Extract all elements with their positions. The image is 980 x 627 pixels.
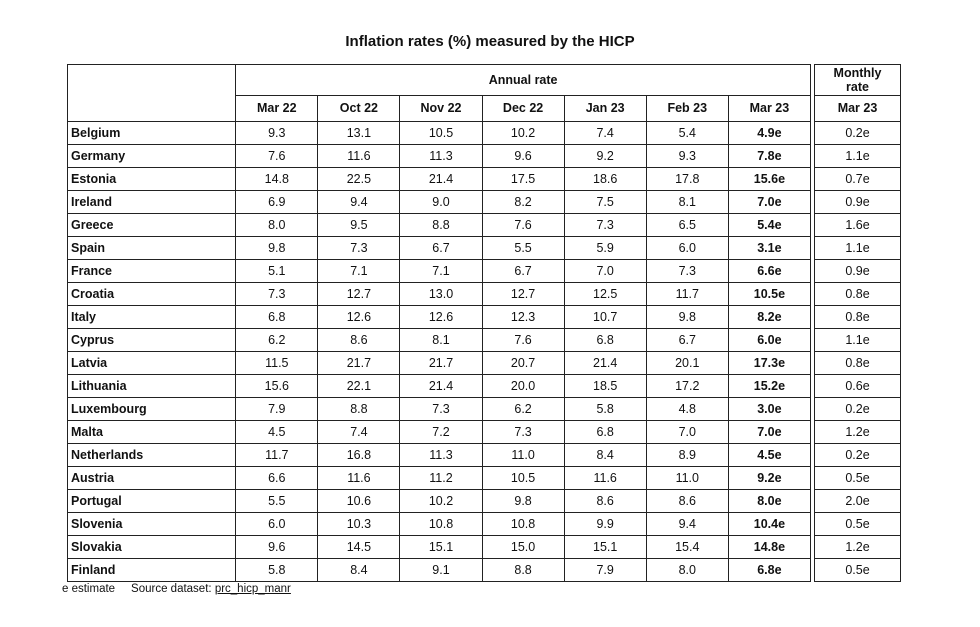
annual-rate-value: 9.6 <box>236 536 318 559</box>
annual-rate-value: 9.8 <box>482 490 564 513</box>
annual-rate-value: 4.9e <box>728 122 810 145</box>
country-name: Malta <box>68 421 236 444</box>
annual-rate-value: 10.7 <box>564 306 646 329</box>
annual-rate-value: 6.2 <box>482 398 564 421</box>
annual-rate-value: 6.8e <box>728 559 810 582</box>
monthly-month-header: Mar 23 <box>815 96 901 122</box>
annual-rate-value: 18.5 <box>564 375 646 398</box>
annual-rate-value: 11.2 <box>400 467 482 490</box>
country-name: Latvia <box>68 352 236 375</box>
annual-rate-value: 17.2 <box>646 375 728 398</box>
annual-rate-value: 7.6 <box>482 329 564 352</box>
table-row <box>68 444 811 467</box>
annual-rate-value: 18.6 <box>564 168 646 191</box>
annual-rate-value: 7.9 <box>236 398 318 421</box>
table-row <box>68 536 811 559</box>
annual-rate-value: 7.3 <box>318 237 400 260</box>
annual-rate-value: 6.2 <box>236 329 318 352</box>
monthly-row <box>815 191 901 214</box>
annual-rate-value: 3.0e <box>728 398 810 421</box>
table-row <box>68 306 811 329</box>
annual-rate-value: 8.1 <box>646 191 728 214</box>
annual-rate-value: 12.6 <box>400 306 482 329</box>
annual-rate-value: 22.1 <box>318 375 400 398</box>
month-header: Jan 23 <box>564 96 646 122</box>
monthly-rate-value: 0.6e <box>815 375 901 398</box>
monthly-row <box>815 536 901 559</box>
annual-rate-value: 7.8e <box>728 145 810 168</box>
annual-rate-value: 5.4 <box>646 122 728 145</box>
table-row <box>68 168 811 191</box>
annual-rate-value: 7.0 <box>564 260 646 283</box>
annual-rate-value: 5.5 <box>236 490 318 513</box>
country-name: Luxembourg <box>68 398 236 421</box>
annual-rate-value: 16.8 <box>318 444 400 467</box>
footer-source-label: Source dataset: <box>131 583 212 595</box>
monthly-row <box>815 421 901 444</box>
annual-rate-value: 8.6 <box>646 490 728 513</box>
annual-rate-value: 14.8 <box>236 168 318 191</box>
country-name: Greece <box>68 214 236 237</box>
table-row <box>68 513 811 536</box>
monthly-rate-value: 1.6e <box>815 214 901 237</box>
annual-rate-value: 6.6 <box>236 467 318 490</box>
monthly-rate-value: 1.2e <box>815 536 901 559</box>
monthly-rate-value: 1.2e <box>815 421 901 444</box>
month-header: Oct 22 <box>318 96 400 122</box>
monthly-header-line2: rate <box>846 80 869 94</box>
table-row <box>68 191 811 214</box>
annual-rate-value: 20.0 <box>482 375 564 398</box>
monthly-rate-value: 1.1e <box>815 237 901 260</box>
table-row <box>68 237 811 260</box>
annual-rate-value: 10.3 <box>318 513 400 536</box>
month-header: Feb 23 <box>646 96 728 122</box>
annual-rate-value: 11.7 <box>646 283 728 306</box>
monthly-row <box>815 122 901 145</box>
annual-rate-value: 7.3 <box>564 214 646 237</box>
monthly-rate-value: 0.7e <box>815 168 901 191</box>
monthly-rate-value: 0.8e <box>815 306 901 329</box>
annual-rate-value: 7.9 <box>564 559 646 582</box>
annual-rate-value: 5.8 <box>564 398 646 421</box>
annual-rate-value: 13.1 <box>318 122 400 145</box>
annual-rate-value: 9.9 <box>564 513 646 536</box>
annual-rate-value: 9.2e <box>728 467 810 490</box>
annual-rate-value: 6.7 <box>400 237 482 260</box>
monthly-rate-header <box>815 65 901 96</box>
table-row <box>68 352 811 375</box>
monthly-row <box>815 145 901 168</box>
annual-rate-value: 5.4e <box>728 214 810 237</box>
annual-rate-value: 8.4 <box>564 444 646 467</box>
annual-rate-value: 20.7 <box>482 352 564 375</box>
annual-rate-value: 6.7 <box>482 260 564 283</box>
annual-rate-value: 8.0e <box>728 490 810 513</box>
monthly-rate-value: 0.5e <box>815 467 901 490</box>
annual-rate-table <box>67 64 811 582</box>
footer-note: e estimate <box>62 583 116 595</box>
annual-rate-value: 6.6e <box>728 260 810 283</box>
annual-rate-value: 15.6e <box>728 168 810 191</box>
table-row <box>68 329 811 352</box>
annual-rate-value: 10.5 <box>482 467 564 490</box>
annual-rate-value: 11.0 <box>646 467 728 490</box>
annual-rate-value: 12.3 <box>482 306 564 329</box>
page-title: Inflation rates (%) measured by the HICP <box>345 33 635 50</box>
monthly-rate-value: 1.1e <box>815 145 901 168</box>
annual-rate-value: 10.2 <box>482 122 564 145</box>
annual-rate-value: 21.4 <box>564 352 646 375</box>
annual-rate-value: 8.0 <box>236 214 318 237</box>
annual-rate-value: 15.2e <box>728 375 810 398</box>
table-row <box>68 214 811 237</box>
annual-rate-value: 9.0 <box>400 191 482 214</box>
annual-rate-value: 8.6 <box>564 490 646 513</box>
annual-rate-value: 8.4 <box>318 559 400 582</box>
monthly-rate-value: 0.8e <box>815 283 901 306</box>
monthly-rate-value: 0.2e <box>815 122 901 145</box>
annual-rate-value: 8.0 <box>646 559 728 582</box>
annual-rate-value: 12.6 <box>318 306 400 329</box>
monthly-row <box>815 306 901 329</box>
country-name: Portugal <box>68 490 236 513</box>
annual-rate-value: 11.7 <box>236 444 318 467</box>
country-name: Netherlands <box>68 444 236 467</box>
annual-rate-value: 9.5 <box>318 214 400 237</box>
country-name: Belgium <box>68 122 236 145</box>
annual-rate-value: 17.3e <box>728 352 810 375</box>
annual-rate-value: 4.5e <box>728 444 810 467</box>
annual-rate-value: 10.6 <box>318 490 400 513</box>
annual-rate-value: 3.1e <box>728 237 810 260</box>
table-row <box>68 490 811 513</box>
monthly-header-line1: Monthly <box>833 66 882 80</box>
annual-rate-value: 15.0 <box>482 536 564 559</box>
annual-rate-value: 11.6 <box>564 467 646 490</box>
annual-rate-value: 8.2 <box>482 191 564 214</box>
annual-rate-value: 7.2 <box>400 421 482 444</box>
annual-rate-value: 6.8 <box>564 329 646 352</box>
annual-rate-value: 7.1 <box>318 260 400 283</box>
annual-rate-value: 10.8 <box>482 513 564 536</box>
annual-rate-value: 22.5 <box>318 168 400 191</box>
annual-rate-value: 8.1 <box>400 329 482 352</box>
annual-rate-value: 12.5 <box>564 283 646 306</box>
table-row <box>68 559 811 582</box>
monthly-row <box>815 214 901 237</box>
country-name: France <box>68 260 236 283</box>
annual-rate-value: 8.8 <box>318 398 400 421</box>
annual-rate-value: 21.4 <box>400 168 482 191</box>
annual-rate-value: 9.4 <box>318 191 400 214</box>
annual-rate-value: 10.2 <box>400 490 482 513</box>
table-row <box>68 398 811 421</box>
monthly-row <box>815 444 901 467</box>
source-dataset-link[interactable]: prc_hicp_manr <box>214 583 291 595</box>
table-row <box>68 260 811 283</box>
country-name: Spain <box>68 237 236 260</box>
annual-rate-value: 7.1 <box>400 260 482 283</box>
monthly-rate-value: 0.9e <box>815 191 901 214</box>
annual-rate-value: 8.6 <box>318 329 400 352</box>
monthly-rate-value: 0.2e <box>815 398 901 421</box>
annual-rate-value: 11.5 <box>236 352 318 375</box>
monthly-row <box>815 260 901 283</box>
corner-cell <box>68 65 236 122</box>
country-name: Finland <box>68 559 236 582</box>
annual-rate-value: 15.1 <box>564 536 646 559</box>
annual-rate-value: 9.3 <box>646 145 728 168</box>
monthly-row <box>815 513 901 536</box>
annual-rate-value: 5.9 <box>564 237 646 260</box>
annual-rate-value: 10.5e <box>728 283 810 306</box>
monthly-row <box>815 490 901 513</box>
annual-rate-value: 17.8 <box>646 168 728 191</box>
annual-rate-value: 9.3 <box>236 122 318 145</box>
annual-rate-value: 11.3 <box>400 444 482 467</box>
monthly-rate-table <box>814 64 901 582</box>
annual-rate-value: 11.6 <box>318 145 400 168</box>
month-header: Mar 23 <box>728 96 810 122</box>
annual-rate-value: 10.5 <box>400 122 482 145</box>
annual-rate-value: 7.5 <box>564 191 646 214</box>
country-name: Lithuania <box>68 375 236 398</box>
country-name: Cyprus <box>68 329 236 352</box>
table-row <box>68 375 811 398</box>
annual-rate-value: 7.0e <box>728 191 810 214</box>
annual-rate-value: 7.3 <box>236 283 318 306</box>
country-name: Ireland <box>68 191 236 214</box>
monthly-rate-value: 0.8e <box>815 352 901 375</box>
annual-rate-value: 14.5 <box>318 536 400 559</box>
annual-rate-value: 21.7 <box>400 352 482 375</box>
annual-rate-value: 9.6 <box>482 145 564 168</box>
country-name: Italy <box>68 306 236 329</box>
monthly-row <box>815 375 901 398</box>
country-name: Estonia <box>68 168 236 191</box>
annual-rate-value: 14.8e <box>728 536 810 559</box>
footer <box>62 583 291 595</box>
annual-rate-value: 8.8 <box>400 214 482 237</box>
annual-rate-value: 12.7 <box>482 283 564 306</box>
annual-rate-value: 7.4 <box>318 421 400 444</box>
annual-rate-value: 15.1 <box>400 536 482 559</box>
annual-rate-value: 7.0e <box>728 421 810 444</box>
annual-rate-value: 15.6 <box>236 375 318 398</box>
annual-rate-value: 21.7 <box>318 352 400 375</box>
annual-rate-value: 12.7 <box>318 283 400 306</box>
annual-rate-value: 11.6 <box>318 467 400 490</box>
month-header: Mar 22 <box>236 96 318 122</box>
country-name: Germany <box>68 145 236 168</box>
annual-rate-value: 6.8 <box>236 306 318 329</box>
country-name: Slovenia <box>68 513 236 536</box>
monthly-rate-value: 0.2e <box>815 444 901 467</box>
monthly-rate-value: 0.5e <box>815 513 901 536</box>
annual-rate-value: 9.8 <box>236 237 318 260</box>
monthly-row <box>815 559 901 582</box>
annual-rate-value: 4.8 <box>646 398 728 421</box>
annual-rate-value: 7.0 <box>646 421 728 444</box>
monthly-row <box>815 329 901 352</box>
annual-rate-value: 21.4 <box>400 375 482 398</box>
month-header: Nov 22 <box>400 96 482 122</box>
monthly-rate-value: 2.0e <box>815 490 901 513</box>
annual-rate-value: 6.7 <box>646 329 728 352</box>
monthly-row <box>815 352 901 375</box>
annual-rate-value: 7.3 <box>482 421 564 444</box>
annual-rate-value: 9.4 <box>646 513 728 536</box>
country-name: Croatia <box>68 283 236 306</box>
monthly-row <box>815 467 901 490</box>
annual-rate-value: 13.0 <box>400 283 482 306</box>
table-row <box>68 421 811 444</box>
table-row <box>68 145 811 168</box>
monthly-rate-value: 0.9e <box>815 260 901 283</box>
annual-rate-value: 11.0 <box>482 444 564 467</box>
annual-rate-value: 17.5 <box>482 168 564 191</box>
annual-rate-value: 6.0 <box>236 513 318 536</box>
annual-rate-value: 9.8 <box>646 306 728 329</box>
country-name: Austria <box>68 467 236 490</box>
annual-rate-header: Annual rate <box>236 65 811 96</box>
annual-rate-value: 7.6 <box>482 214 564 237</box>
annual-rate-value: 4.5 <box>236 421 318 444</box>
annual-rate-value: 7.3 <box>646 260 728 283</box>
monthly-row <box>815 168 901 191</box>
monthly-row <box>815 237 901 260</box>
annual-rate-value: 11.3 <box>400 145 482 168</box>
annual-rate-value: 8.8 <box>482 559 564 582</box>
annual-rate-value: 7.3 <box>400 398 482 421</box>
annual-rate-value: 8.2e <box>728 306 810 329</box>
annual-rate-value: 6.0 <box>646 237 728 260</box>
country-name: Slovakia <box>68 536 236 559</box>
annual-rate-value: 6.9 <box>236 191 318 214</box>
annual-rate-value: 9.1 <box>400 559 482 582</box>
annual-rate-value: 5.5 <box>482 237 564 260</box>
table-row <box>68 122 811 145</box>
monthly-rate-value: 1.1e <box>815 329 901 352</box>
annual-rate-value: 7.6 <box>236 145 318 168</box>
monthly-row <box>815 398 901 421</box>
table-row <box>68 467 811 490</box>
annual-rate-value: 10.8 <box>400 513 482 536</box>
monthly-row <box>815 283 901 306</box>
table-row <box>68 283 811 306</box>
annual-rate-value: 10.4e <box>728 513 810 536</box>
monthly-rate-value: 0.5e <box>815 559 901 582</box>
annual-rate-value: 8.9 <box>646 444 728 467</box>
annual-rate-value: 6.5 <box>646 214 728 237</box>
annual-rate-value: 6.8 <box>564 421 646 444</box>
annual-rate-value: 15.4 <box>646 536 728 559</box>
annual-rate-value: 20.1 <box>646 352 728 375</box>
annual-rate-value: 7.4 <box>564 122 646 145</box>
annual-rate-value: 5.1 <box>236 260 318 283</box>
annual-rate-value: 9.2 <box>564 145 646 168</box>
annual-rate-value: 5.8 <box>236 559 318 582</box>
month-header: Dec 22 <box>482 96 564 122</box>
annual-rate-value: 6.0e <box>728 329 810 352</box>
